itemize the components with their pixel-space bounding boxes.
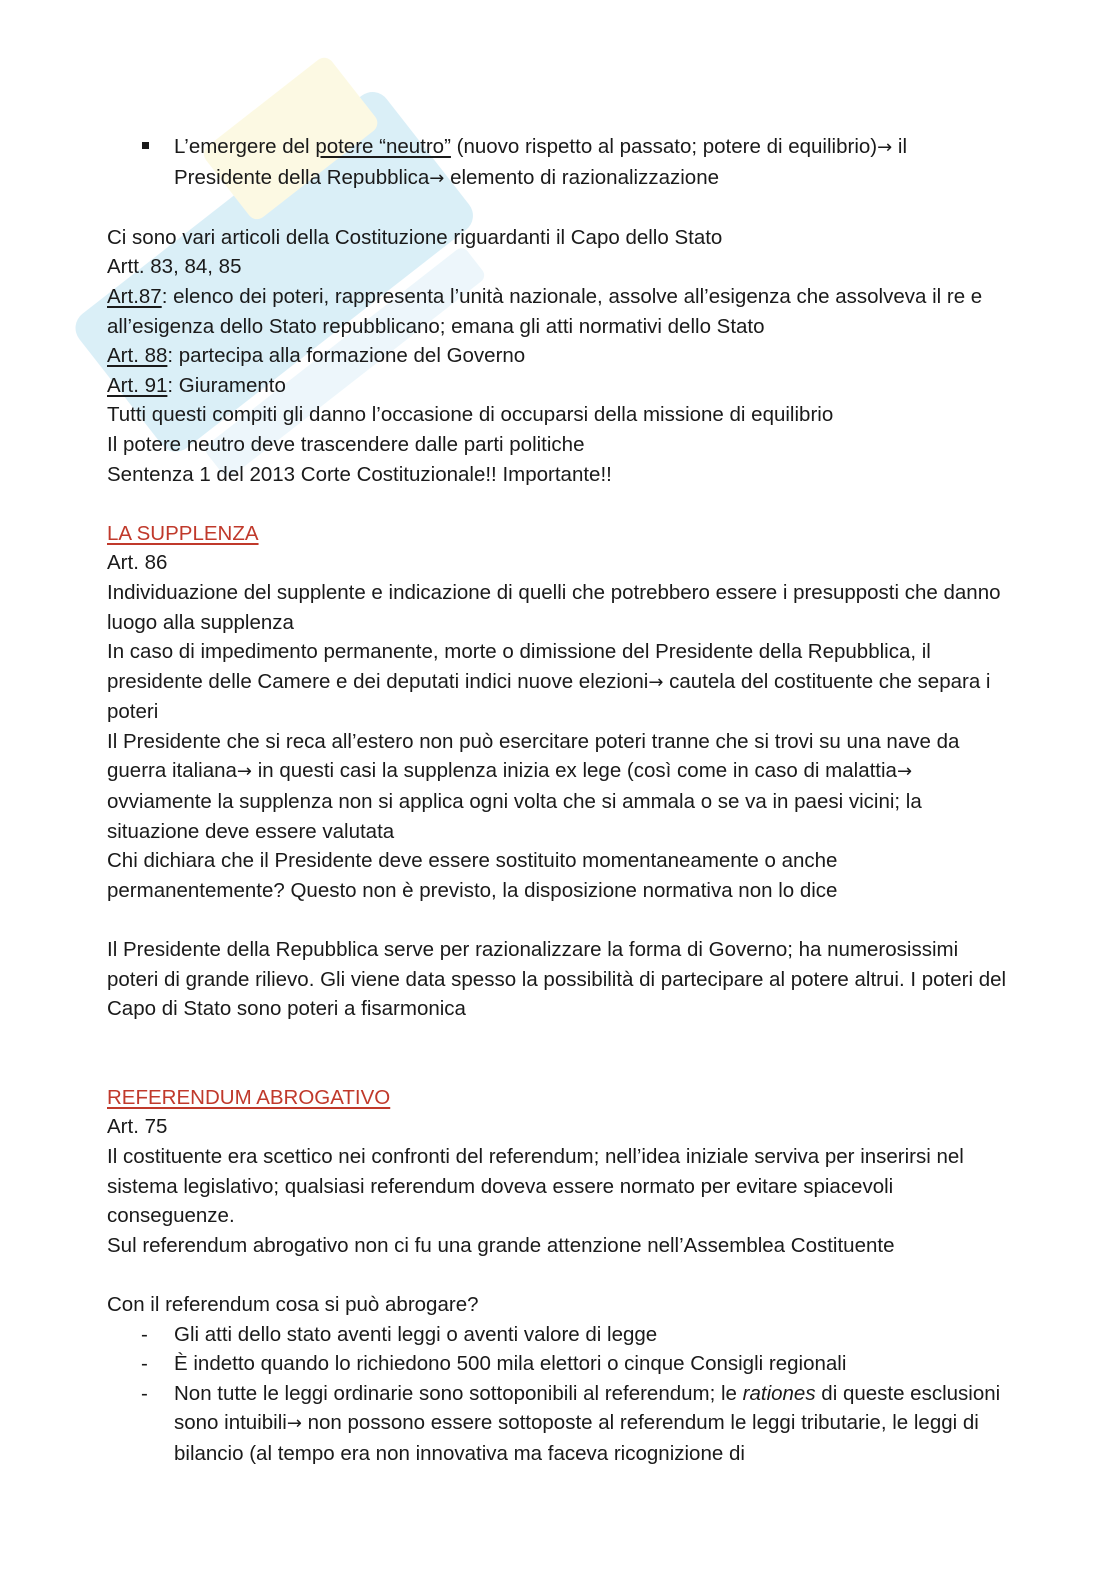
- paragraph: Il Presidente che si reca all’estero non può esercitare poteri tranne che si trovi su una nave da guerra italiana→ in questi casi la supplenza inizia ex lege (così come in caso di malattia→ ovviamente la supplenza non si applica ogni volta che si ammala o se va in paesi vicini; la situazione deve essere valutata: [107, 729, 960, 843]
- paragraph: Individuazione del supplente e indicazione di quelli che potrebbero essere i presupposti che danno luogo alla supplenza: [107, 580, 1001, 634]
- list-item: L’emergere del potere “neutro” (nuovo rispetto al passato; potere di equilibrio)→ il Presidente della Repubblica→ elemento di razionalizzazione: [107, 132, 1007, 193]
- arrow-right-icon: →: [429, 167, 445, 189]
- dash-bullet-icon: -: [141, 1322, 148, 1346]
- paragraph: Il Presidente della Repubblica serve per razionalizzare la forma di Governo; ha numerosissimi poteri di grande rilievo. Gli viene data spesso la possibilità di partecipare al potere altrui. I poteri del Capo di Stato sono poteri a fisarmonica: [107, 938, 1007, 1021]
- article-ref: Art. 91: [107, 373, 168, 397]
- list-item: - Non tutte le leggi ordinarie sono sottoponibili al referendum; le rationes di queste esclusioni sono intuibili→ non possono essere sottoposte al referendum le leggi tributarie, le leggi di bilancio (al tempo era non innovativa ma faceva ricognizione di: [107, 1379, 1007, 1469]
- text-line: Tutti questi compiti gli danno l’occasione di occuparsi della missione di equilibrio: [107, 403, 834, 427]
- section-heading-referendum: REFERENDUM ABROGATIVO: [107, 1085, 391, 1109]
- article-ref: Art.87: [107, 284, 162, 308]
- document-body: [107, 132, 1007, 1469]
- paragraph: Chi dichiara che il Presidente deve essere sostituito momentaneamente o anche permanentemente? Questo non è previsto, la disposizione normativa non lo dice: [107, 849, 838, 902]
- text-line: Ci sono vari articoli della Costituzione riguardanti il Capo dello Stato: [107, 225, 723, 249]
- article-ref: Art. 88: [107, 344, 168, 368]
- arrow-right-icon: →: [286, 1413, 302, 1435]
- square-bullet-icon: [142, 142, 149, 149]
- arrow-right-icon: →: [877, 137, 893, 158]
- list-item: - È indetto quando lo richiedono 500 mila elettori o cinque Consigli regionali: [107, 1349, 1007, 1379]
- dash-bullet-icon: -: [141, 1381, 148, 1405]
- paragraph: Il costituente era scettico nei confronti del referendum; nell’idea iniziale serviva per inserirsi nel sistema legislativo; qualsiasi referendum doveva essere normato per evitare spiacevoli conseguenze.: [107, 1145, 964, 1228]
- arrow-right-icon: →: [896, 761, 913, 783]
- text-line: Art.87: elenco dei poteri, rappresenta l’unità nazionale, assolve all’esigenza che assolveva il re e all’esigenza dello Stato repubblicano; emana gli atti normativi dello Stato: [107, 284, 983, 338]
- text-line: Art. 86: [107, 551, 168, 575]
- text-line: Con il referendum cosa si può abrogare?: [107, 1292, 479, 1316]
- arrow-right-icon: →: [648, 671, 664, 693]
- paragraph: Sul referendum abrogativo non ci fu una grande attenzione nell’Assemblea Costituente: [107, 1233, 895, 1257]
- text-line: Art. 88: partecipa alla formazione del Governo: [107, 344, 526, 368]
- text-line: Il potere neutro deve trascendere dalle parti politiche: [107, 432, 585, 456]
- arrow-right-icon: →: [236, 761, 253, 783]
- text-line: Artt. 83, 84, 85: [107, 255, 242, 279]
- dash-bullet-icon: -: [141, 1352, 148, 1376]
- text-line: Art. 91: Giuramento: [107, 373, 286, 397]
- list-item: - Gli atti dello stato aventi leggi o aventi valore di legge: [107, 1320, 1007, 1350]
- text-line: Art. 75: [107, 1115, 168, 1139]
- section-heading-supplenza: LA SUPPLENZA: [107, 521, 259, 545]
- paragraph: In caso di impedimento permanente, morte o dimissione del Presidente della Repubblica, il presidente delle Camere e dei deputati indici nuove elezioni→ cautela del costituente che separa i poteri: [107, 640, 991, 724]
- text-line: Sentenza 1 del 2013 Corte Costituzionale!! Importante!!: [107, 462, 612, 486]
